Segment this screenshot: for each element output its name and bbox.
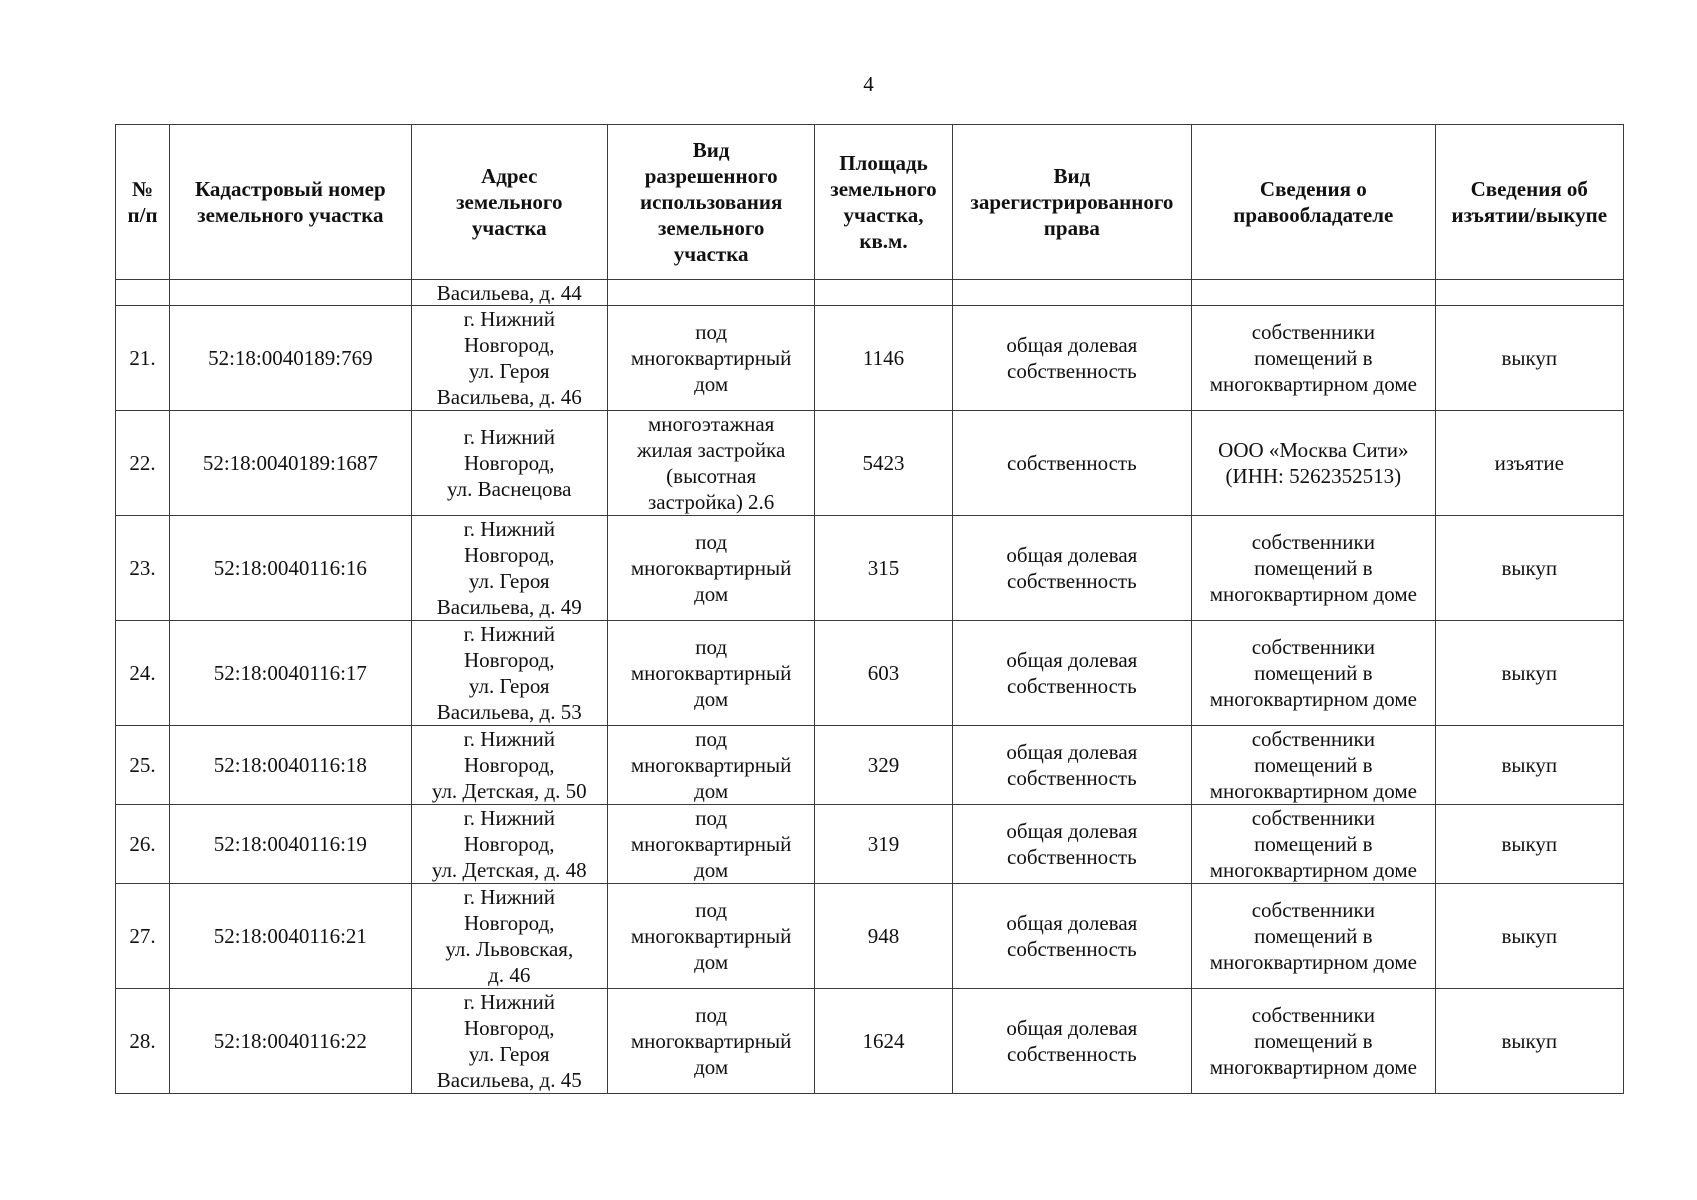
table-row xyxy=(116,306,1624,411)
cadastral-number: 52:18:0040189:1687 xyxy=(170,411,411,516)
permitted-use: под многоквартирный дом xyxy=(607,306,814,411)
row-number: 25. xyxy=(116,726,170,805)
header-row xyxy=(116,125,1624,280)
seizure-info: выкуп xyxy=(1435,989,1623,1094)
cadastral-number: 52:18:0040116:18 xyxy=(170,726,411,805)
row-number: 28. xyxy=(116,989,170,1094)
plot-area: 1624 xyxy=(815,989,952,1094)
header-cadastral: Кадастровый номер земельного участка xyxy=(170,125,411,280)
table-row xyxy=(116,726,1624,805)
table-cell xyxy=(607,280,814,306)
cadastral-number: 52:18:0040116:16 xyxy=(170,516,411,621)
holder-info: собственники помещений в многоквартирном доме xyxy=(1192,306,1435,411)
right-type: общая долевая собственность xyxy=(952,805,1191,884)
table-cell xyxy=(1192,280,1435,306)
header-permitted-use: Вид разрешенного использования земельного участка xyxy=(607,125,814,280)
row-number: 27. xyxy=(116,884,170,989)
plot-address: г. Нижний Новгород, ул. Львовская, д. 46 xyxy=(411,884,607,989)
plot-address: г. Нижний Новгород, ул. Детская, д. 50 xyxy=(411,726,607,805)
table-cell xyxy=(952,280,1191,306)
permitted-use: под многоквартирный дом xyxy=(607,621,814,726)
table-row xyxy=(116,884,1624,989)
plot-address: г. Нижний Новгород, ул. Васнецова xyxy=(411,411,607,516)
permitted-use: под многоквартирный дом xyxy=(607,805,814,884)
table-cell xyxy=(170,280,411,306)
cadastral-number: 52:18:0040116:22 xyxy=(170,989,411,1094)
table-cell xyxy=(1435,280,1623,306)
table-row xyxy=(116,621,1624,726)
table-row xyxy=(116,989,1624,1094)
holder-info: собственники помещений в многоквартирном доме xyxy=(1192,884,1435,989)
row-number: 26. xyxy=(116,805,170,884)
permitted-use: под многоквартирный дом xyxy=(607,516,814,621)
header-holder: Сведения о правообладателе xyxy=(1192,125,1435,280)
table-row xyxy=(116,516,1624,621)
seizure-info: выкуп xyxy=(1435,884,1623,989)
plot-area: 315 xyxy=(815,516,952,621)
cadastral-number: 52:18:0040116:21 xyxy=(170,884,411,989)
seizure-info: выкуп xyxy=(1435,306,1623,411)
header-right-type: Вид зарегистрированного права xyxy=(952,125,1191,280)
plot-area: 329 xyxy=(815,726,952,805)
plot-address: г. Нижний Новгород, ул. Героя Васильева, д. 53 xyxy=(411,621,607,726)
header-address: Адрес земельного участка xyxy=(411,125,607,280)
row-number: 24. xyxy=(116,621,170,726)
right-type: общая долевая собственность xyxy=(952,884,1191,989)
permitted-use: под многоквартирный дом xyxy=(607,989,814,1094)
page-number: 4 xyxy=(863,72,874,96)
plot-address: г. Нижний Новгород, ул. Героя Васильева, д. 45 xyxy=(411,989,607,1094)
holder-info: собственники помещений в многоквартирном доме xyxy=(1192,805,1435,884)
right-type: общая долевая собственность xyxy=(952,306,1191,411)
permitted-use: под многоквартирный дом xyxy=(607,884,814,989)
right-type: собственность xyxy=(952,411,1191,516)
header-number: № п/п xyxy=(116,125,170,280)
plot-address: г. Нижний Новгород, ул. Детская, д. 48 xyxy=(411,805,607,884)
holder-info: собственники помещений в многоквартирном доме xyxy=(1192,726,1435,805)
right-type: общая долевая собственность xyxy=(952,516,1191,621)
table-row xyxy=(116,805,1624,884)
header-seizure: Сведения об изъятии/выкупе xyxy=(1435,125,1623,280)
right-type: общая долевая собственность xyxy=(952,621,1191,726)
holder-info: собственники помещений в многоквартирном доме xyxy=(1192,516,1435,621)
header-area: Площадь земельного участка, кв.м. xyxy=(815,125,952,280)
permitted-use: под многоквартирный дом xyxy=(607,726,814,805)
cadastral-number: 52:18:0040116:17 xyxy=(170,621,411,726)
plot-area: 948 xyxy=(815,884,952,989)
plot-address: г. Нижний Новгород, ул. Героя Васильева, д. 49 xyxy=(411,516,607,621)
holder-info: собственники помещений в многоквартирном доме xyxy=(1192,621,1435,726)
cadastral-number: 52:18:0040116:19 xyxy=(170,805,411,884)
continuation-address: Васильева, д. 44 xyxy=(411,280,607,306)
plot-area: 5423 xyxy=(815,411,952,516)
holder-info: ООО «Москва Сити» (ИНН: 5262352513) xyxy=(1192,411,1435,516)
seizure-info: выкуп xyxy=(1435,726,1623,805)
row-number: 21. xyxy=(116,306,170,411)
table-row xyxy=(116,411,1624,516)
cadastral-number: 52:18:0040189:769 xyxy=(170,306,411,411)
plot-address: г. Нижний Новгород, ул. Героя Васильева, д. 46 xyxy=(411,306,607,411)
seizure-info: выкуп xyxy=(1435,516,1623,621)
table-cell xyxy=(815,280,952,306)
right-type: общая долевая собственность xyxy=(952,989,1191,1094)
seizure-info: изъятие xyxy=(1435,411,1623,516)
seizure-info: выкуп xyxy=(1435,621,1623,726)
continuation-row xyxy=(116,280,1624,306)
land-plots-table xyxy=(115,124,1624,1094)
plot-area: 319 xyxy=(815,805,952,884)
holder-info: собственники помещений в многоквартирном доме xyxy=(1192,989,1435,1094)
plot-area: 1146 xyxy=(815,306,952,411)
row-number: 23. xyxy=(116,516,170,621)
right-type: общая долевая собственность xyxy=(952,726,1191,805)
table-cell xyxy=(116,280,170,306)
permitted-use: многоэтажная жилая застройка (высотная застройка) 2.6 xyxy=(607,411,814,516)
seizure-info: выкуп xyxy=(1435,805,1623,884)
row-number: 22. xyxy=(116,411,170,516)
plot-area: 603 xyxy=(815,621,952,726)
